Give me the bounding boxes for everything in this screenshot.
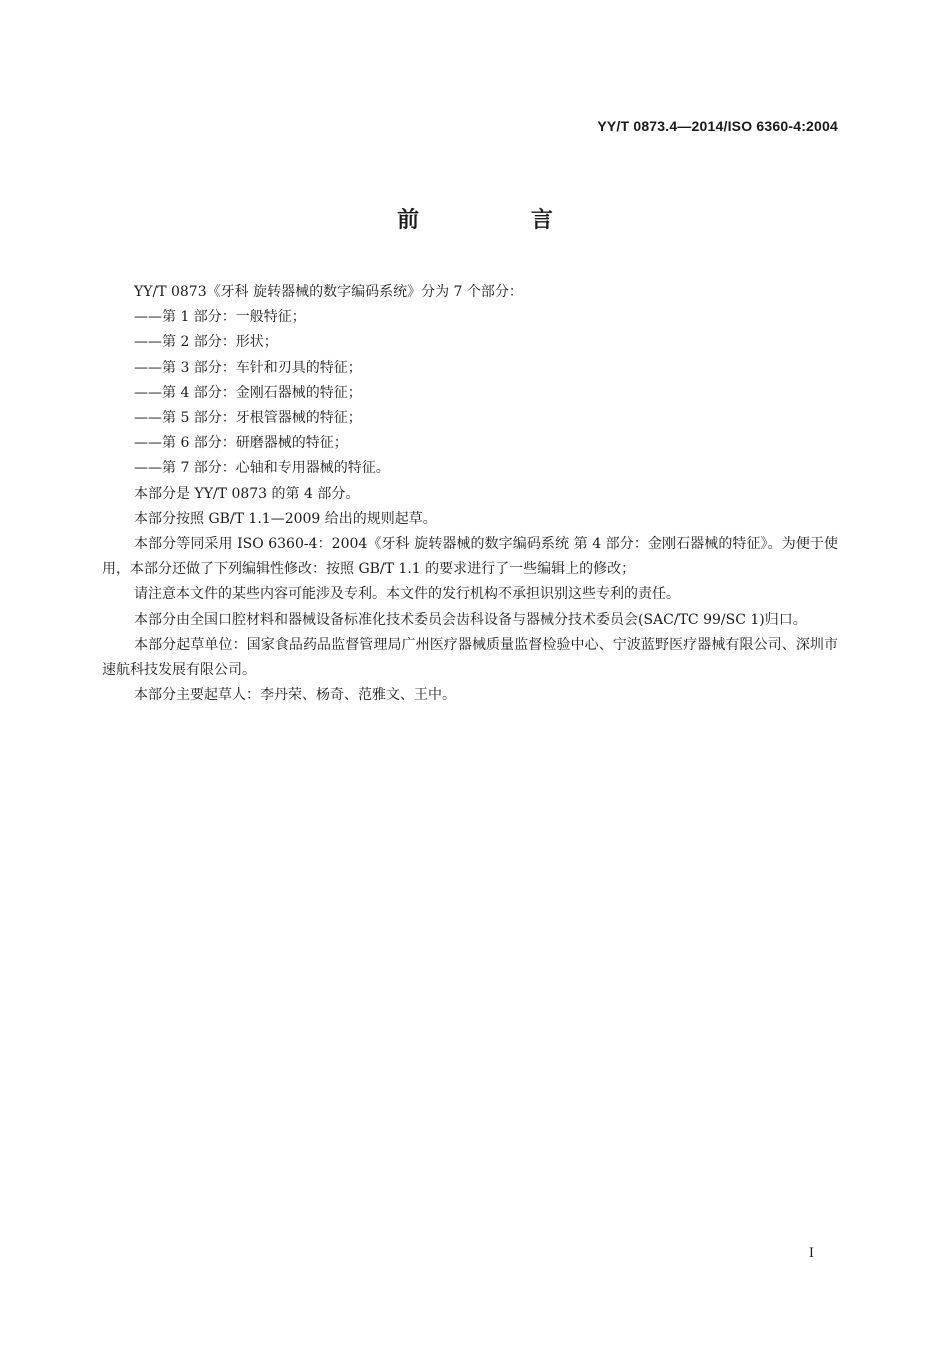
list-item-part-1: ——第 1 部分：一般特征；: [134, 309, 306, 326]
page-number: I: [808, 1246, 814, 1261]
paragraph-drafting-units: 本部分起草单位：国家食品药品监督管理局广州医疗器械质量监督检验中心、宁波蓝野医疗器械有限公司、深圳市速航科技发展有限公司。: [102, 636, 838, 679]
list-item-part-6: ——第 6 部分：研磨器械的特征；: [134, 435, 348, 452]
paragraph-patent-notice: 请注意本文件的某些内容可能涉及专利。本文件的发行机构不承担识别这些专利的责任。: [134, 586, 680, 603]
paragraph-committee: 本部分由全国口腔材料和器械设备标准化技术委员会齿科设备与器械分技术委员会(SAC/TC 99/SC 1)归口。: [134, 611, 807, 628]
list-item-part-5: ——第 5 部分：牙根管器械的特征；: [134, 410, 362, 427]
list-item-part-3: ——第 3 部分：车针和刃具的特征；: [134, 359, 362, 376]
page-title: 前 言: [397, 208, 605, 233]
list-item-part-4: ——第 4 部分：金刚石器械的特征；: [134, 384, 362, 401]
paragraph-adoption: 本部分等同采用 ISO 6360-4：2004《牙科 旋转器械的数字编码系统 第 4 部分：金刚石器械的特征》。为便于使用，本部分还做了下列编辑性修改：按照 GB/T 1.1 的要求进行了一些编辑上的修改；: [102, 536, 838, 578]
paragraph-part-statement: 本部分是 YY/T 0873 的第 4 部分。: [134, 485, 360, 502]
list-item-part-2: ——第 2 部分：形状；: [134, 334, 278, 351]
paragraph-intro: YY/T 0873《牙科 旋转器械的数字编码系统》分为 7 个部分：: [134, 284, 523, 300]
foreword-body: [102, 280, 838, 708]
paragraph-drafters: 本部分主要起草人：李丹荣、杨奇、范雅文、王中。: [134, 687, 456, 704]
list-item-part-7: ——第 7 部分：心轴和专用器械的特征。: [134, 460, 390, 477]
paragraph-drafting-rules: 本部分按照 GB/T 1.1—2009 给出的规则起草。: [134, 510, 437, 527]
document-code: YY/T 0873.4—2014/ISO 6360-4:2004: [597, 118, 838, 134]
